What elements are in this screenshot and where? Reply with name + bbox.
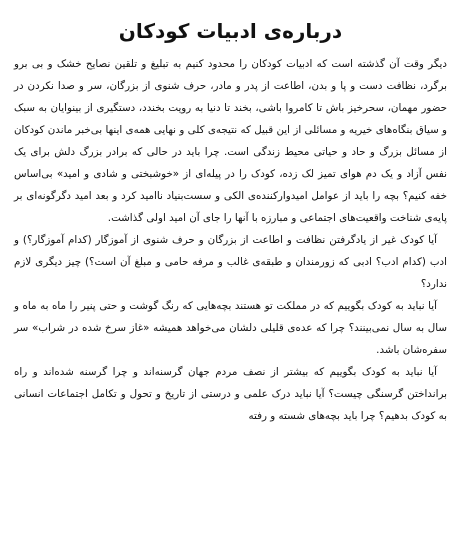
- body-paragraph-3: آیا نباید به کودک بگوییم که در مملکت تو هستند بچه‌هایی که رنگ گوشت و حتی پنیر را ماه به ماه و سال به سال نمی‌بینند؟ چرا که عده‌ی قلیلی دلشان می‌خواهد همیشه «غاز سرخ شده در شراب» سر سفره‌شان باشد.: [14, 300, 447, 356]
- body-paragraph-4: آیا نباید به کودک بگوییم که بیشتر از نصف مردم جهان گرسنه‌اند و چرا گرسنه شده‌اند و راه برانداختن گرسنگی چیست؟ آیا نباید درک علمی و درستی از تاریخ و تحول و تکامل اجتماعات انسانی به کودک بدهیم؟ چرا باید بچه‌های شسته و رفته: [14, 366, 447, 422]
- body-paragraph-1: دیگر وقت آن گذشته است که ادبیات کودکان را محدود کنیم به تبلیغ و تلقین نصایح خشک و بی برو برگرد، نظافت دست و پا و بدن، اطاعت از پدر و مادر، حرف شنوی از بزرگان، سر و صدا نکردن در حضور مهمان، سحرخیز باش تا کامروا باشی، بخند تا دنیا به رویت بخندد، دستگیری از بینوایان به سبک و سیاق بنگاه‌های خیریه و مسائلی از این قبیل که نتیجه‌ی کلی و نهایی همه‌ی اینها بی‌خبر ماندن کودکان از مسائل بزرگ و حاد و حیاتی محیط زندگی است. چرا باید در حالی که برادر بزرگ دلش برای یک نفس آزاد و یک دم هوای تمیز لک زده، کودک را در پیله‌ای از «خوشبختی و شادی و امید» بی‌اساس خفه کنیم؟ بچه را باید از عوامل امیدوارکننده‌ی الکی و سست‌بنیاد ناامید کرد و بعد امید دگرگونه‌ای بر پایه‌ی شناخت واقعیت‌های اجتماعی و مبارزه با آنها را جای آن امید اولی گذاشت.: [14, 58, 447, 224]
- body-paragraph-2: آیا کودک غیر از یادگرفتن نظافت و اطاعت از بزرگان و حرف شنوی از آموزگار (کدام آموزگار؟) و ادب (کدام ادب؟ ادبی که زورمندان و طبقه‌ی غالب و مرفه حامی و مبلغ آن است؟) چیز دیگری لازم ندارد؟: [14, 234, 447, 290]
- page-title: درباره‌ی ادبیات کودکان: [118, 19, 343, 43]
